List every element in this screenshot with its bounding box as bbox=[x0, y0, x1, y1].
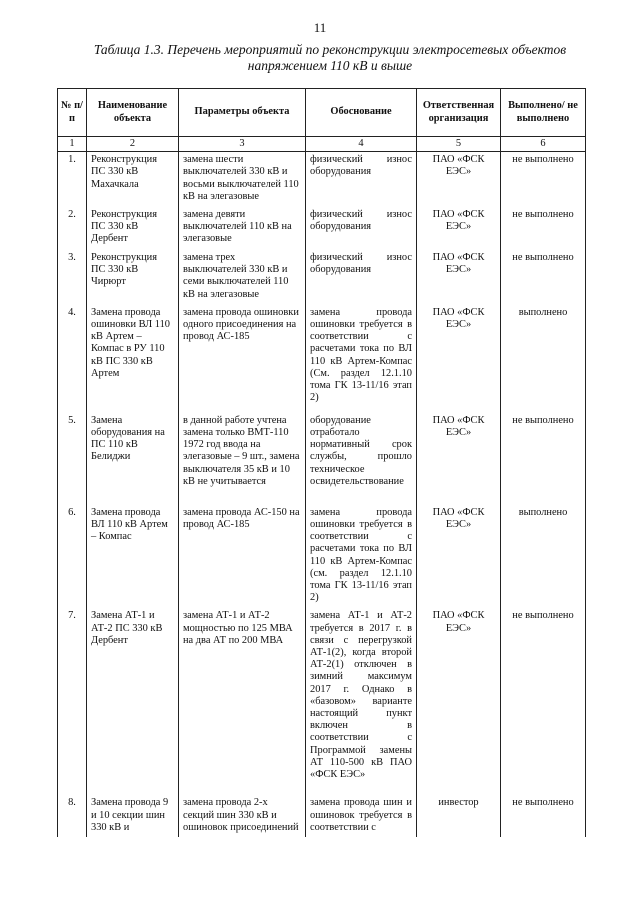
completion-status: выполнено bbox=[501, 304, 586, 412]
basis-text: замена провода ошиновки требуется в соответствии с расчетами тока по ВЛ 110 кВ Артем-Компас (см. раздел 12.1.10 тома ГК 13-11/16 этап 2) bbox=[306, 504, 417, 608]
object-name: Реконструкция ПС 330 кВ Чирюрт bbox=[87, 249, 179, 304]
column-number: 6 bbox=[501, 137, 586, 152]
header-parameters: Параметры объекта bbox=[179, 89, 306, 137]
responsible-organization: инвестор bbox=[417, 794, 501, 837]
object-parameters: замена девяти выключателей 110 кВ на элегазовые bbox=[179, 206, 306, 249]
row-number: 2. bbox=[58, 206, 87, 249]
basis-text: физический износ оборудования bbox=[306, 206, 417, 249]
table-row bbox=[58, 504, 586, 608]
object-name: Замена провода 9 и 10 секции шин 330 кВ и bbox=[87, 794, 179, 837]
object-name: Замена провода ошиновки ВЛ 110 кВ Артем – Компас в РУ 110 кВ ПС 330 кВ Артем bbox=[87, 304, 179, 412]
title-line-2: напряжением 110 кВ и выше bbox=[247, 58, 413, 73]
object-name: Замена АТ-1 и АТ-2 ПС 330 кВ Дербент bbox=[87, 607, 179, 794]
basis-text: физический износ оборудования bbox=[306, 249, 417, 304]
header-number: № п/п bbox=[58, 89, 87, 137]
column-number: 2 bbox=[87, 137, 179, 152]
table-row bbox=[58, 412, 586, 504]
object-name: Реконструкция ПС 330 кВ Дербент bbox=[87, 206, 179, 249]
object-name: Замена провода ВЛ 110 кВ Артем – Компас bbox=[87, 504, 179, 608]
responsible-organization: ПАО «ФСК ЕЭС» bbox=[417, 412, 501, 504]
header-status: Выполнено/ не выполнено bbox=[501, 89, 586, 137]
basis-text: замена провода шин и ошиновок требуется в соответствии с bbox=[306, 794, 417, 837]
basis-text: оборудование отработало нормативный срок службы, прошло техническое освидетельствование bbox=[306, 412, 417, 504]
responsible-organization: ПАО «ФСК ЕЭС» bbox=[417, 206, 501, 249]
object-parameters: замена провода 2-х секций шин 330 кВ и ошиновок присоединений bbox=[179, 794, 306, 837]
table-title bbox=[60, 42, 600, 74]
row-number: 8. bbox=[58, 794, 87, 837]
table-row bbox=[58, 152, 586, 206]
basis-text: физический износ оборудования bbox=[306, 152, 417, 206]
row-number: 7. bbox=[58, 607, 87, 794]
table-row bbox=[58, 249, 586, 304]
completion-status: выполнено bbox=[501, 504, 586, 608]
column-number: 5 bbox=[417, 137, 501, 152]
column-number: 4 bbox=[306, 137, 417, 152]
header-organization: Ответственная организация bbox=[417, 89, 501, 137]
object-parameters: замена шести выключателей 330 кВ и восьми выключателей 110 кВ на элегазовые bbox=[179, 152, 306, 206]
responsible-organization: ПАО «ФСК ЕЭС» bbox=[417, 304, 501, 412]
completion-status: не выполнено bbox=[501, 152, 586, 206]
responsible-organization: ПАО «ФСК ЕЭС» bbox=[417, 607, 501, 794]
column-number: 3 bbox=[179, 137, 306, 152]
header-row bbox=[58, 89, 586, 137]
row-number: 3. bbox=[58, 249, 87, 304]
header-object-name: Наименование объекта bbox=[87, 89, 179, 137]
completion-status: не выполнено bbox=[501, 206, 586, 249]
object-parameters: замена трех выключателей 330 кВ и семи выключателей 110 кВ на элегазовые bbox=[179, 249, 306, 304]
completion-status: не выполнено bbox=[501, 607, 586, 794]
table-row bbox=[58, 607, 586, 794]
row-number: 1. bbox=[58, 152, 87, 206]
title-line-1: Таблица 1.3. Перечень мероприятий по реконструкции электросетевых объектов bbox=[93, 42, 567, 57]
measures-table bbox=[57, 88, 586, 837]
object-name: Реконструкция ПС 330 кВ Махачкала bbox=[87, 152, 179, 206]
table-body bbox=[58, 152, 586, 837]
object-parameters: замена провода АС-150 на провод АС-185 bbox=[179, 504, 306, 608]
table-row bbox=[58, 794, 586, 837]
header-basis: Обоснование bbox=[306, 89, 417, 137]
table-row bbox=[58, 206, 586, 249]
column-number-row bbox=[58, 137, 586, 152]
column-number: 1 bbox=[58, 137, 87, 152]
row-number: 5. bbox=[58, 412, 87, 504]
object-parameters: в данной работе учтена замена только ВМТ-110 1972 год ввода на элегазовые – 9 шт., замена выключателя 35 кВ и 10 кВ не учитывается bbox=[179, 412, 306, 504]
row-number: 4. bbox=[58, 304, 87, 412]
object-name: Замена оборудования на ПС 110 кВ Белиджи bbox=[87, 412, 179, 504]
responsible-organization: ПАО «ФСК ЕЭС» bbox=[417, 152, 501, 206]
object-parameters: замена провода ошиновки одного присоединения на провод АС-185 bbox=[179, 304, 306, 412]
responsible-organization: ПАО «ФСК ЕЭС» bbox=[417, 249, 501, 304]
row-number: 6. bbox=[58, 504, 87, 608]
responsible-organization: ПАО «ФСК ЕЭС» bbox=[417, 504, 501, 608]
completion-status: не выполнено bbox=[501, 794, 586, 837]
page-number: 11 bbox=[313, 20, 327, 35]
completion-status: не выполнено bbox=[501, 249, 586, 304]
object-parameters: замена АТ-1 и АТ-2 мощностью по 125 МВА на два АТ по 200 МВА bbox=[179, 607, 306, 794]
table-row bbox=[58, 304, 586, 412]
basis-text: замена АТ-1 и АТ-2 требуется в 2017 г. в связи с перегрузкой АТ-1(2), когда второй АТ-2(1) отключен в зимний максимум 2017 г. Однако в «базовом» варианте настоящий пункт включен в соответствии с Программой замены АТ 110-500 кВ ПАО «ФСК ЕЭС» bbox=[306, 607, 417, 794]
basis-text: замена провода ошиновки требуется в соответствии с расчетами тока по ВЛ 110 кВ Артем-Компас (См. раздел 12.1.10 тома ГК 13-11/16 этап 2) bbox=[306, 304, 417, 412]
completion-status: не выполнено bbox=[501, 412, 586, 504]
